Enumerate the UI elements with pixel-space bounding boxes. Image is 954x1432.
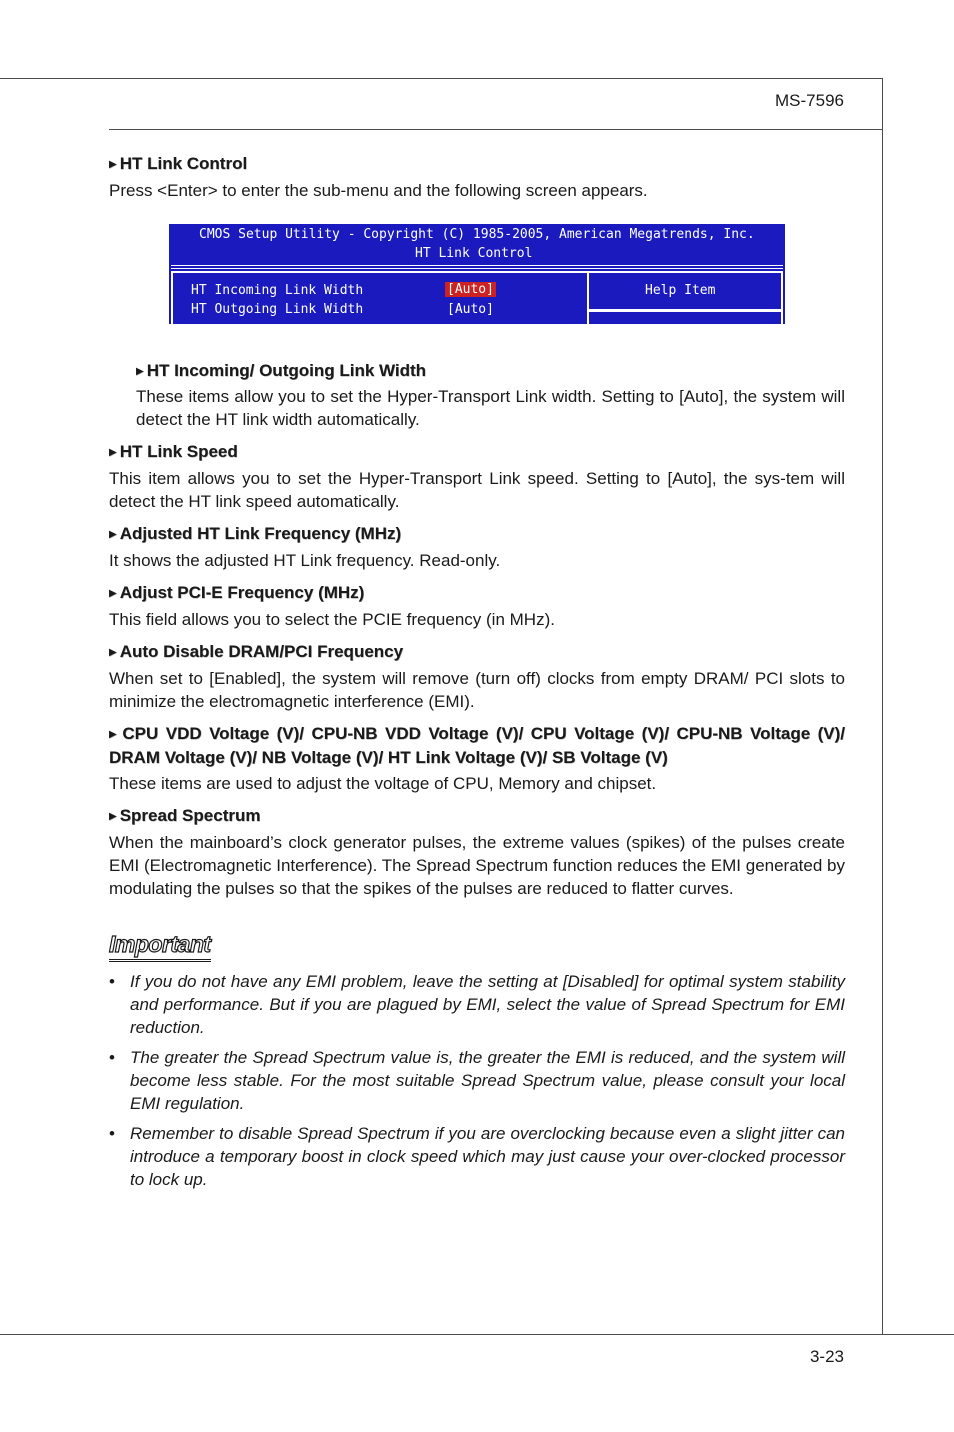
section-heading: ▶ HT Link Control: [109, 154, 248, 173]
section-heading: ▶ Spread Spectrum: [109, 806, 261, 825]
section-auto-disable: [109, 640, 845, 713]
section-spread-spectrum: [109, 804, 845, 900]
triangle-bullet-icon: ▶: [109, 159, 117, 170]
bottom-rule: [0, 1334, 954, 1335]
model-number: MS-7596: [775, 91, 844, 110]
section-ht-link-control: [109, 152, 845, 202]
triangle-bullet-icon: ▶: [109, 811, 117, 822]
triangle-bullet-icon: ▶: [109, 647, 117, 658]
section-heading: ▶ CPU VDD Voltage (V)/ CPU-NB VDD Voltage (V)/ CPU Voltage (V)/ CPU-NB Voltage (V)/ DRAM Voltage (V)/ NB Voltage (V)/ HT Link Voltage (V)/ SB Voltage (V): [109, 724, 845, 767]
header-underline: [109, 129, 883, 130]
section-body: It shows the adjusted HT Link frequency. Read-only.: [109, 551, 501, 570]
bios-menu-title: HT Link Control: [415, 246, 533, 261]
triangle-bullet-icon: ▶: [109, 588, 117, 599]
section-heading: ▶ HT Link Speed: [109, 442, 238, 461]
important-notes: [109, 970, 845, 1191]
section-heading: ▶ Adjusted HT Link Frequency (MHz): [109, 524, 402, 543]
section-body: These items allow you to set the Hyper-Transport Link width. Setting to [Auto], the system will detect the HT link width automatically.: [136, 387, 845, 429]
section-pcie-freq: [109, 581, 845, 631]
bios-row-incoming-label: HT Incoming Link Width: [191, 283, 364, 298]
bullet-icon: •: [109, 1048, 115, 1067]
section-body: This field allows you to select the PCIE frequency (in MHz).: [109, 610, 555, 629]
page-number: 3-23: [809, 1347, 844, 1366]
bios-screenshot: [169, 224, 785, 324]
important-note: • The greater the Spread Spectrum value is, the greater the EMI is reduced, and the system will become less stable. For the most suitable Spread Spectrum value, please consult your local EMI regulation.: [109, 1048, 845, 1113]
top-rule: [0, 78, 883, 79]
bullet-icon: •: [109, 972, 115, 991]
bios-help-body: [587, 310, 783, 324]
triangle-bullet-icon: ▶: [109, 729, 120, 740]
bios-row-incoming-value: [Auto]: [447, 282, 494, 297]
section-body: When set to [Enabled], the system will remove (turn off) clocks from empty DRAM/ PCI slots to minimize the electromagnetic interference (EMI).: [109, 669, 845, 711]
bios-row-outgoing-label: HT Outgoing Link Width: [191, 302, 364, 317]
triangle-bullet-icon: ▶: [109, 529, 117, 540]
triangle-bullet-icon: ▶: [109, 447, 117, 458]
section-body: This item allows you to set the Hyper-Transport Link speed. Setting to [Auto], the sys-tem will detect the HT link speed automatically.: [109, 469, 845, 511]
section-ht-speed: [109, 440, 845, 513]
main-content: [109, 152, 845, 1198]
section-adjusted-freq: [109, 522, 845, 572]
section-body: Press <Enter> to enter the sub-menu and the following screen appears.: [109, 181, 648, 200]
important-heading: Important: [109, 931, 211, 962]
section-ht-width: [136, 359, 845, 431]
triangle-bullet-icon: ▶: [136, 366, 144, 377]
section-body: These items are used to adjust the voltage of CPU, Memory and chipset.: [109, 774, 657, 793]
bios-row-outgoing-value: [Auto]: [447, 302, 494, 317]
right-rule: [882, 78, 883, 1335]
bullet-icon: •: [109, 1124, 115, 1143]
section-voltages: [109, 722, 845, 795]
section-heading: ▶ HT Incoming/ Outgoing Link Width: [136, 361, 427, 380]
important-note: • If you do not have any EMI problem, leave the setting at [Disabled] for optimal system stability and performance. But if you are plagued by EMI, select the value of Spread Spectrum for EMI reduction.: [109, 972, 845, 1037]
important-note: • Remember to disable Spread Spectrum if you are overclocking because even a slight jitter can introduce a temporary boost in clock speed which may just cause your over-clocked processor to lock up.: [109, 1124, 845, 1189]
bios-title: CMOS Setup Utility - Copyright (C) 1985-2005, American Megatrends, Inc.: [199, 227, 755, 242]
section-body: When the mainboard’s clock generator pulses, the extreme values (spikes) of the pulses create EMI (Electromagnetic Interference). The Spread Spectrum function reduces the EMI generated by modulating the pulses so that the spikes of the pulses are reduced to flatter curves.: [109, 833, 845, 898]
bios-help-label: Help Item: [645, 283, 716, 298]
section-heading: ▶ Adjust PCI-E Frequency (MHz): [109, 583, 365, 602]
section-heading: ▶ Auto Disable DRAM/PCI Frequency: [109, 642, 404, 661]
bios-separator: [171, 265, 783, 269]
